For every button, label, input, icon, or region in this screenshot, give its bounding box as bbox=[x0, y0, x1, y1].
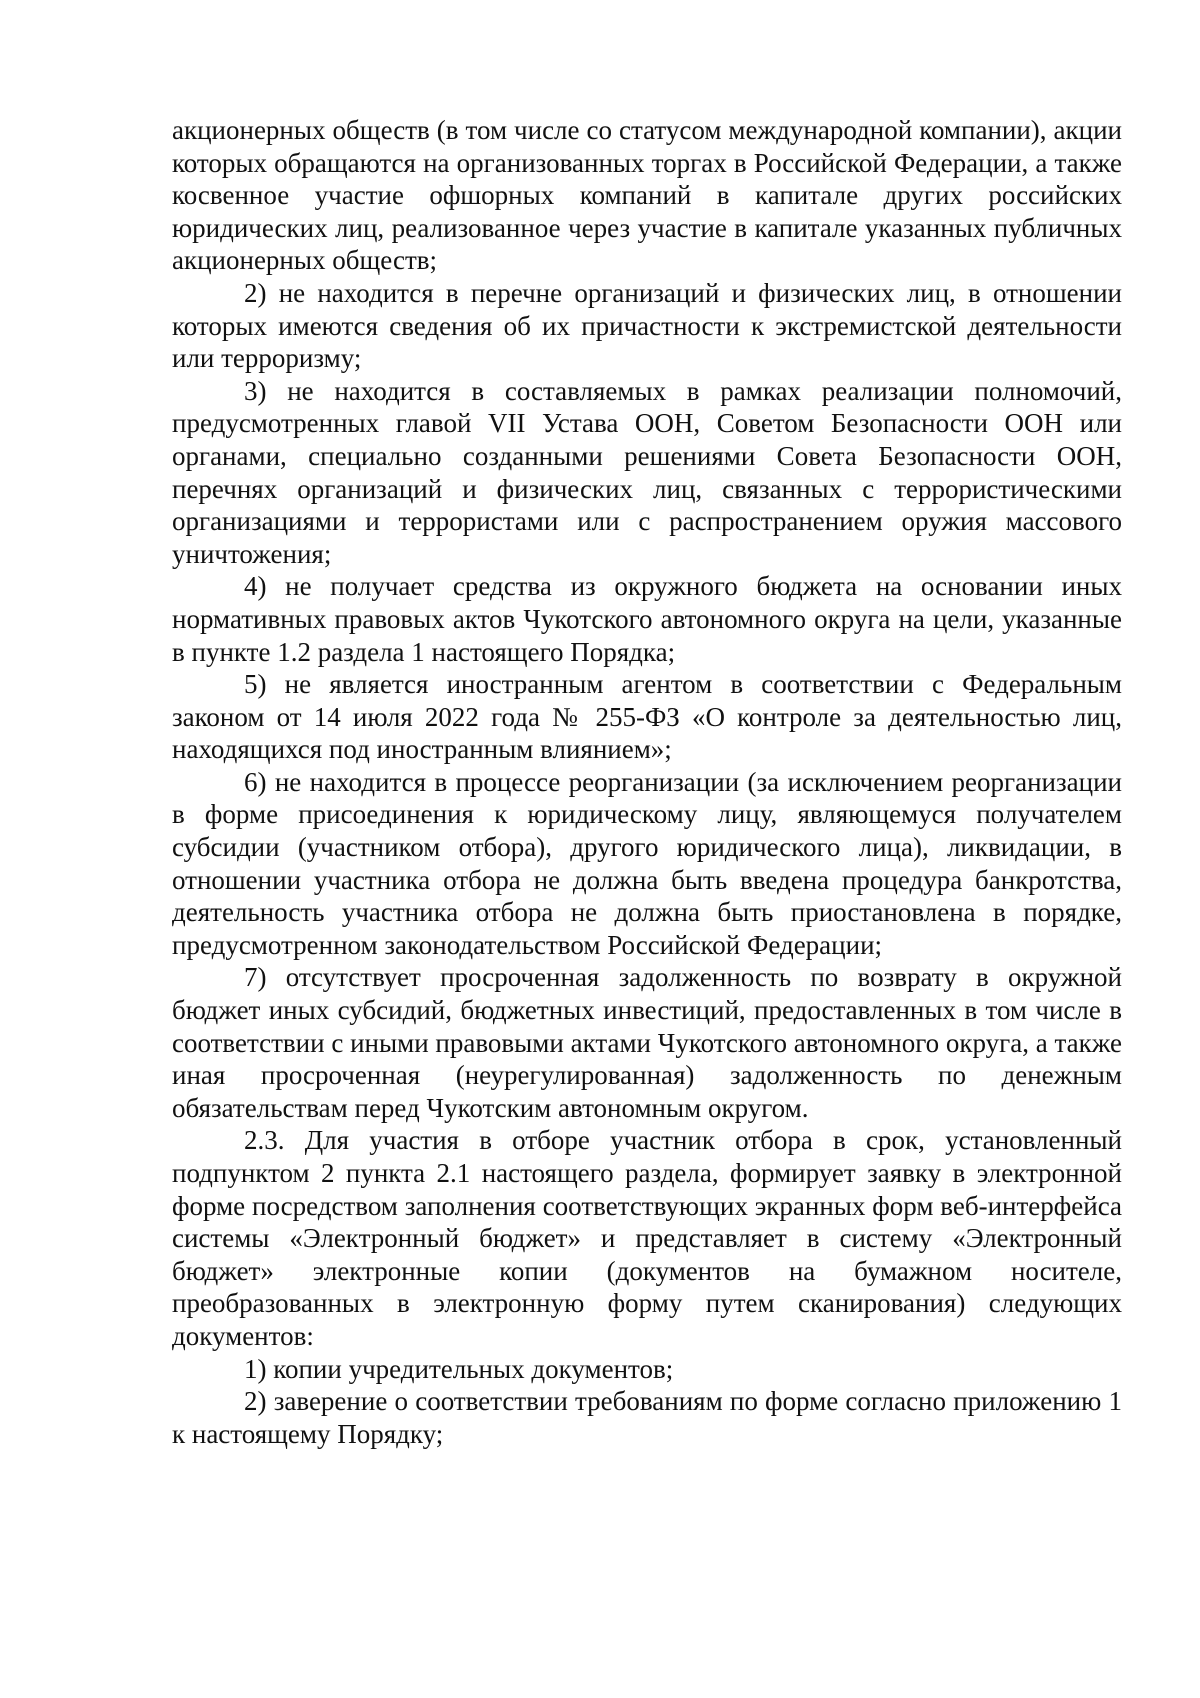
paragraph-item-4: 4) не получает средства из окружного бюджета на основании иных нормативных правовых актов Чукотского автономного округа на цели, указанные в пункте 1.2 раздела 1 настоящего Порядка; bbox=[172, 571, 1122, 667]
paragraph-item-3: 3) не находится в составляемых в рамках реализации полномочий, предусмотренных главой VII Устава ООН, Советом Безопасности ООН или органами, специально созданными решениями Совета Безопасности ООН, перечнях организаций и физических лиц, связанных с террористическими организациями и террористами или с распространением оружия массового уничтожения; bbox=[172, 375, 1122, 569]
paragraph-doc-item-2: 2) заверение о соответствии требованиям по форме согласно приложению 1 к настоящему Порядку; bbox=[172, 1386, 1122, 1449]
paragraph-item-5: 5) не является иностранным агентом в соответствии с Федеральным законом от 14 июля 2022 года № 255-ФЗ «О контроле за деятельностью лиц, находящихся под иностранным влиянием»; bbox=[172, 669, 1122, 765]
paragraph-clause-2-3: 2.3. Для участия в отборе участник отбора в срок, установленный подпунктом 2 пункта 2.1 настоящего раздела, формирует заявку в электронной форме посредством заполнения соответствующих экранных форм веб-интерфейса системы «Электронный бюджет» и представляет в систему «Электронный бюджет» электронные копии (документов на бумажном носителе, преобразованных в электронную форму путем сканирования) следующих документов: bbox=[172, 1125, 1122, 1351]
paragraph-item-7: 7) отсутствует просроченная задолженность по возврату в окружной бюджет иных субсидий, бюджетных инвестиций, предоставленных в том числе в соответствии с иными правовыми актами Чукотского автономного округа, а также иная просроченная (неурегулированная) задолженность по денежным обязательствам перед Чукотским автономным округом. bbox=[172, 962, 1122, 1123]
paragraph-item-6: 6) не находится в процессе реорганизации (за исключением реорганизации в форме присоединения к юридическому лицу, являющемуся получателем субсидии (участником отбора), другого юридического лица), ликвидации, в отношении участника отбора не должна быть введена процедура банкротства, деятельность участника отбора не должна быть приостановлена в порядке, предусмотренном законодательством Российской Федерации; bbox=[172, 766, 1122, 960]
paragraph-continuation: акционерных обществ (в том числе со статусом международной компании), акции которых обращаются на организованных торгах в Российской Федерации, а также косвенное участие офшорных компаний в капитале других российских юридических лиц, реализованное через участие в капитале указанных публичных акционерных обществ; bbox=[172, 115, 1122, 276]
paragraph-item-2: 2) не находится в перечне организаций и физических лиц, в отношении которых имеются сведения об их причастности к экстремистской деятельности или терроризму; bbox=[172, 277, 1122, 374]
paragraph-doc-item-1: 1) копии учредительных документов; bbox=[244, 1353, 674, 1384]
document-body bbox=[172, 114, 1122, 1450]
